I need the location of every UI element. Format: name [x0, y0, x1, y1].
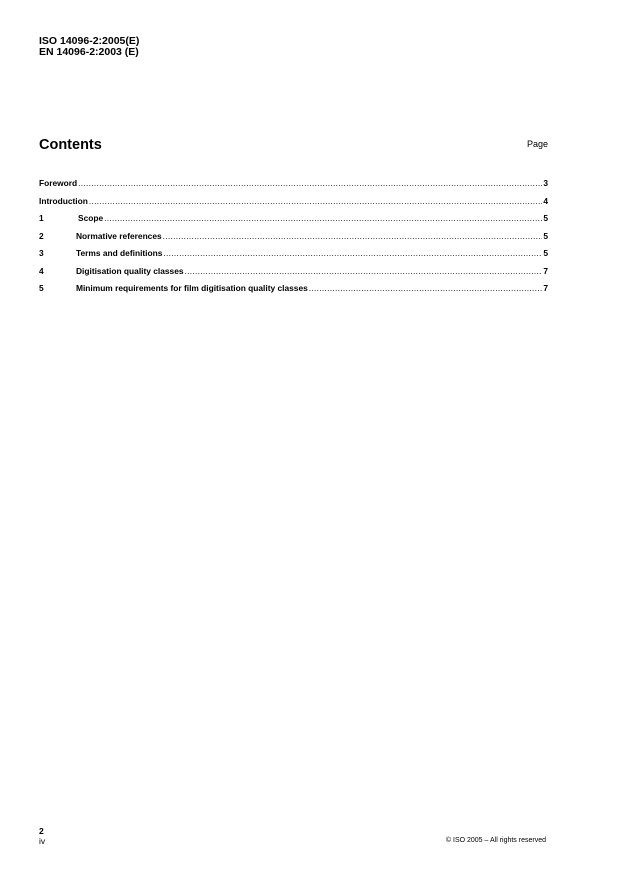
toc-entry-label: Introduction — [39, 195, 88, 206]
toc-entry-page: 5 — [543, 248, 548, 258]
toc-entry-label: Minimum requirements for film digitisation quality classes — [76, 283, 308, 293]
toc-entry-digitisation-quality-classes[interactable] — [39, 266, 548, 284]
toc-entry-number: 2 — [39, 230, 44, 241]
toc-entry-label: Scope — [78, 213, 104, 223]
page-number: 2 — [39, 826, 44, 836]
toc-entry-page: 7 — [543, 265, 548, 276]
toc-entry-foreword[interactable] — [39, 178, 548, 196]
toc-entry-label: Digitisation quality classes — [76, 265, 184, 276]
toc-leader-dots — [185, 266, 543, 276]
toc-leader-dots — [104, 213, 542, 223]
copyright-notice: © ISO 2005 – All rights reserved — [445, 837, 546, 844]
toc-entry-number: 5 — [39, 283, 44, 293]
toc-entry-number: 1 — [39, 213, 44, 223]
iso-standard-number: ISO 14096-2:2005(E) — [39, 35, 140, 47]
toc-entry-label: Foreword — [39, 178, 78, 188]
en-standard-number: EN 14096-2:2003 (E) — [39, 46, 139, 58]
toc-entry-normative-references[interactable] — [39, 231, 548, 249]
page-column-label: Page — [526, 139, 548, 149]
toc-entry-page: 4 — [543, 195, 548, 206]
toc-entry-number: 4 — [39, 265, 44, 276]
toc-entry-scope[interactable] — [39, 213, 548, 231]
contents-heading: Contents — [39, 137, 102, 153]
toc-entry-terms-and-definitions[interactable] — [39, 248, 548, 266]
toc-entry-page: 3 — [543, 178, 548, 188]
toc-leader-dots — [89, 196, 542, 206]
page-footer-numbers — [39, 826, 45, 846]
toc-entry-page: 7 — [543, 283, 548, 293]
roman-page-number: iv — [39, 836, 46, 846]
toc-entry-page: 5 — [543, 213, 548, 223]
toc-entry-page: 5 — [543, 230, 548, 241]
toc-leader-dots — [78, 178, 542, 188]
table-of-contents — [39, 178, 548, 301]
toc-leader-dots — [163, 231, 543, 241]
toc-leader-dots — [163, 248, 542, 258]
toc-leader-dots — [309, 283, 543, 293]
toc-entry-label: Normative references — [76, 230, 162, 241]
toc-entry-introduction[interactable] — [39, 196, 548, 214]
toc-entry-number: 3 — [39, 248, 44, 258]
toc-entry-minimum-requirements[interactable] — [39, 283, 548, 301]
toc-entry-label: Terms and definitions — [76, 248, 163, 258]
document-header — [39, 36, 139, 58]
